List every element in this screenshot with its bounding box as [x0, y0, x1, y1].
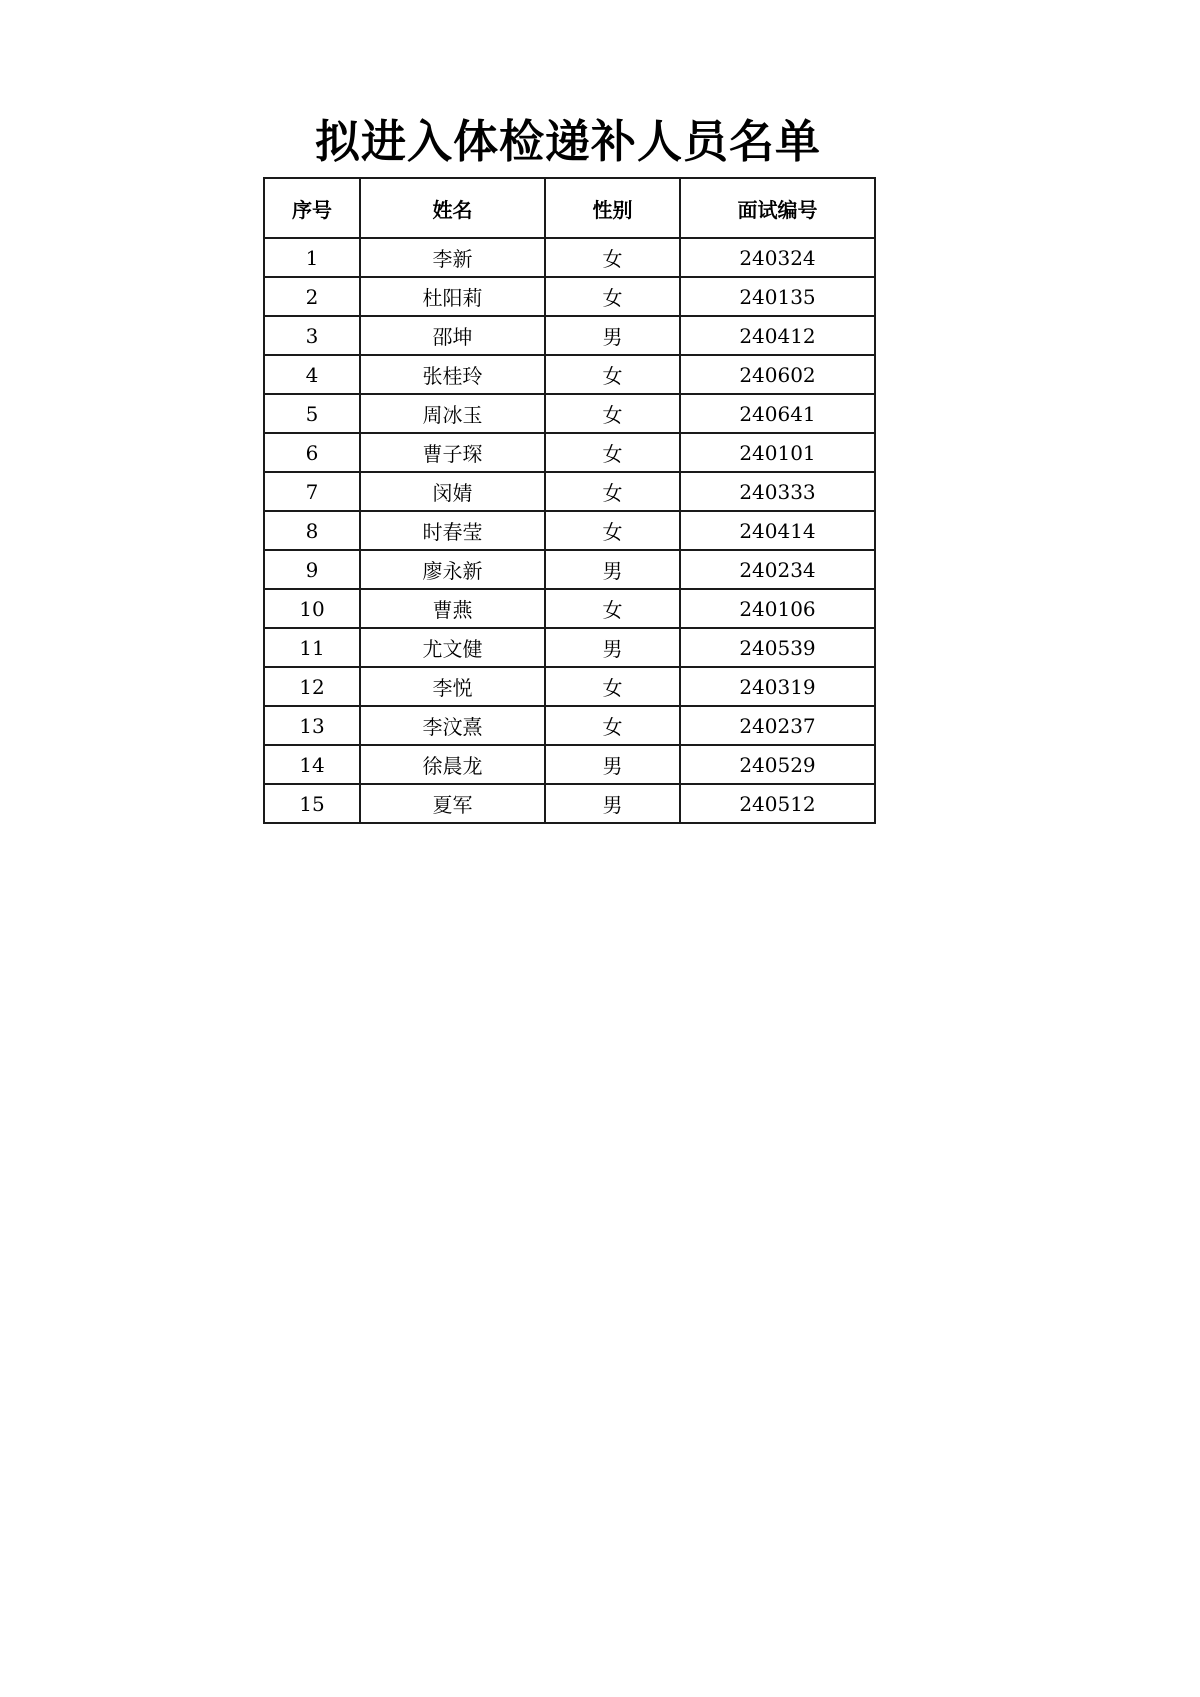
cell-name: 徐晨龙	[360, 745, 545, 784]
cell-gender: 男	[545, 550, 680, 589]
cell-index: 12	[264, 667, 360, 706]
cell-interview-code: 240512	[680, 784, 875, 823]
cell-index: 13	[264, 706, 360, 745]
cell-gender: 女	[545, 355, 680, 394]
cell-name: 廖永新	[360, 550, 545, 589]
table-row	[264, 394, 875, 433]
cell-index: 8	[264, 511, 360, 550]
column-header-name: 姓名	[360, 178, 545, 238]
cell-name: 李悦	[360, 667, 545, 706]
cell-interview-code: 240234	[680, 550, 875, 589]
column-header-interview-code: 面试编号	[680, 178, 875, 238]
cell-name: 曹子琛	[360, 433, 545, 472]
cell-interview-code: 240237	[680, 706, 875, 745]
table-row	[264, 745, 875, 784]
table-row	[264, 706, 875, 745]
cell-interview-code: 240333	[680, 472, 875, 511]
cell-name: 尤文健	[360, 628, 545, 667]
table-row	[264, 628, 875, 667]
table-header-row	[264, 178, 875, 238]
cell-name: 邵坤	[360, 316, 545, 355]
cell-gender: 女	[545, 472, 680, 511]
table-row	[264, 277, 875, 316]
table-row	[264, 238, 875, 277]
cell-interview-code: 240324	[680, 238, 875, 277]
cell-index: 5	[264, 394, 360, 433]
table-row	[264, 433, 875, 472]
cell-name: 闵婧	[360, 472, 545, 511]
table-row	[264, 511, 875, 550]
table-row	[264, 550, 875, 589]
cell-index: 10	[264, 589, 360, 628]
cell-name: 曹燕	[360, 589, 545, 628]
cell-index: 6	[264, 433, 360, 472]
cell-interview-code: 240539	[680, 628, 875, 667]
cell-name: 周冰玉	[360, 394, 545, 433]
cell-index: 14	[264, 745, 360, 784]
column-header-gender: 性别	[545, 178, 680, 238]
cell-gender: 女	[545, 589, 680, 628]
table-row	[264, 355, 875, 394]
cell-index: 11	[264, 628, 360, 667]
cell-index: 9	[264, 550, 360, 589]
cell-gender: 男	[545, 628, 680, 667]
cell-gender: 女	[545, 511, 680, 550]
cell-gender: 男	[545, 316, 680, 355]
page-title: 拟进入体检递补人员名单	[314, 115, 821, 168]
cell-interview-code: 240414	[680, 511, 875, 550]
cell-interview-code: 240529	[680, 745, 875, 784]
cell-index: 4	[264, 355, 360, 394]
cell-index: 3	[264, 316, 360, 355]
cell-gender: 女	[545, 433, 680, 472]
cell-interview-code: 240319	[680, 667, 875, 706]
cell-interview-code: 240641	[680, 394, 875, 433]
table-row	[264, 589, 875, 628]
cell-gender: 男	[545, 745, 680, 784]
cell-interview-code: 240101	[680, 433, 875, 472]
cell-gender: 女	[545, 667, 680, 706]
cell-name: 夏军	[360, 784, 545, 823]
cell-index: 7	[264, 472, 360, 511]
cell-gender: 男	[545, 784, 680, 823]
cell-index: 15	[264, 784, 360, 823]
cell-interview-code: 240602	[680, 355, 875, 394]
cell-gender: 女	[545, 238, 680, 277]
cell-name: 李新	[360, 238, 545, 277]
cell-name: 时春莹	[360, 511, 545, 550]
cell-gender: 女	[545, 706, 680, 745]
cell-interview-code: 240106	[680, 589, 875, 628]
table-row	[264, 667, 875, 706]
cell-interview-code: 240135	[680, 277, 875, 316]
cell-gender: 女	[545, 394, 680, 433]
cell-gender: 女	[545, 277, 680, 316]
roster-table	[263, 177, 876, 824]
table-row	[264, 472, 875, 511]
cell-name: 张桂玲	[360, 355, 545, 394]
table-row	[264, 784, 875, 823]
cell-name: 杜阳莉	[360, 277, 545, 316]
cell-index: 1	[264, 238, 360, 277]
cell-index: 2	[264, 277, 360, 316]
cell-interview-code: 240412	[680, 316, 875, 355]
table-row	[264, 316, 875, 355]
cell-name: 李汶熹	[360, 706, 545, 745]
column-header-index: 序号	[264, 178, 360, 238]
